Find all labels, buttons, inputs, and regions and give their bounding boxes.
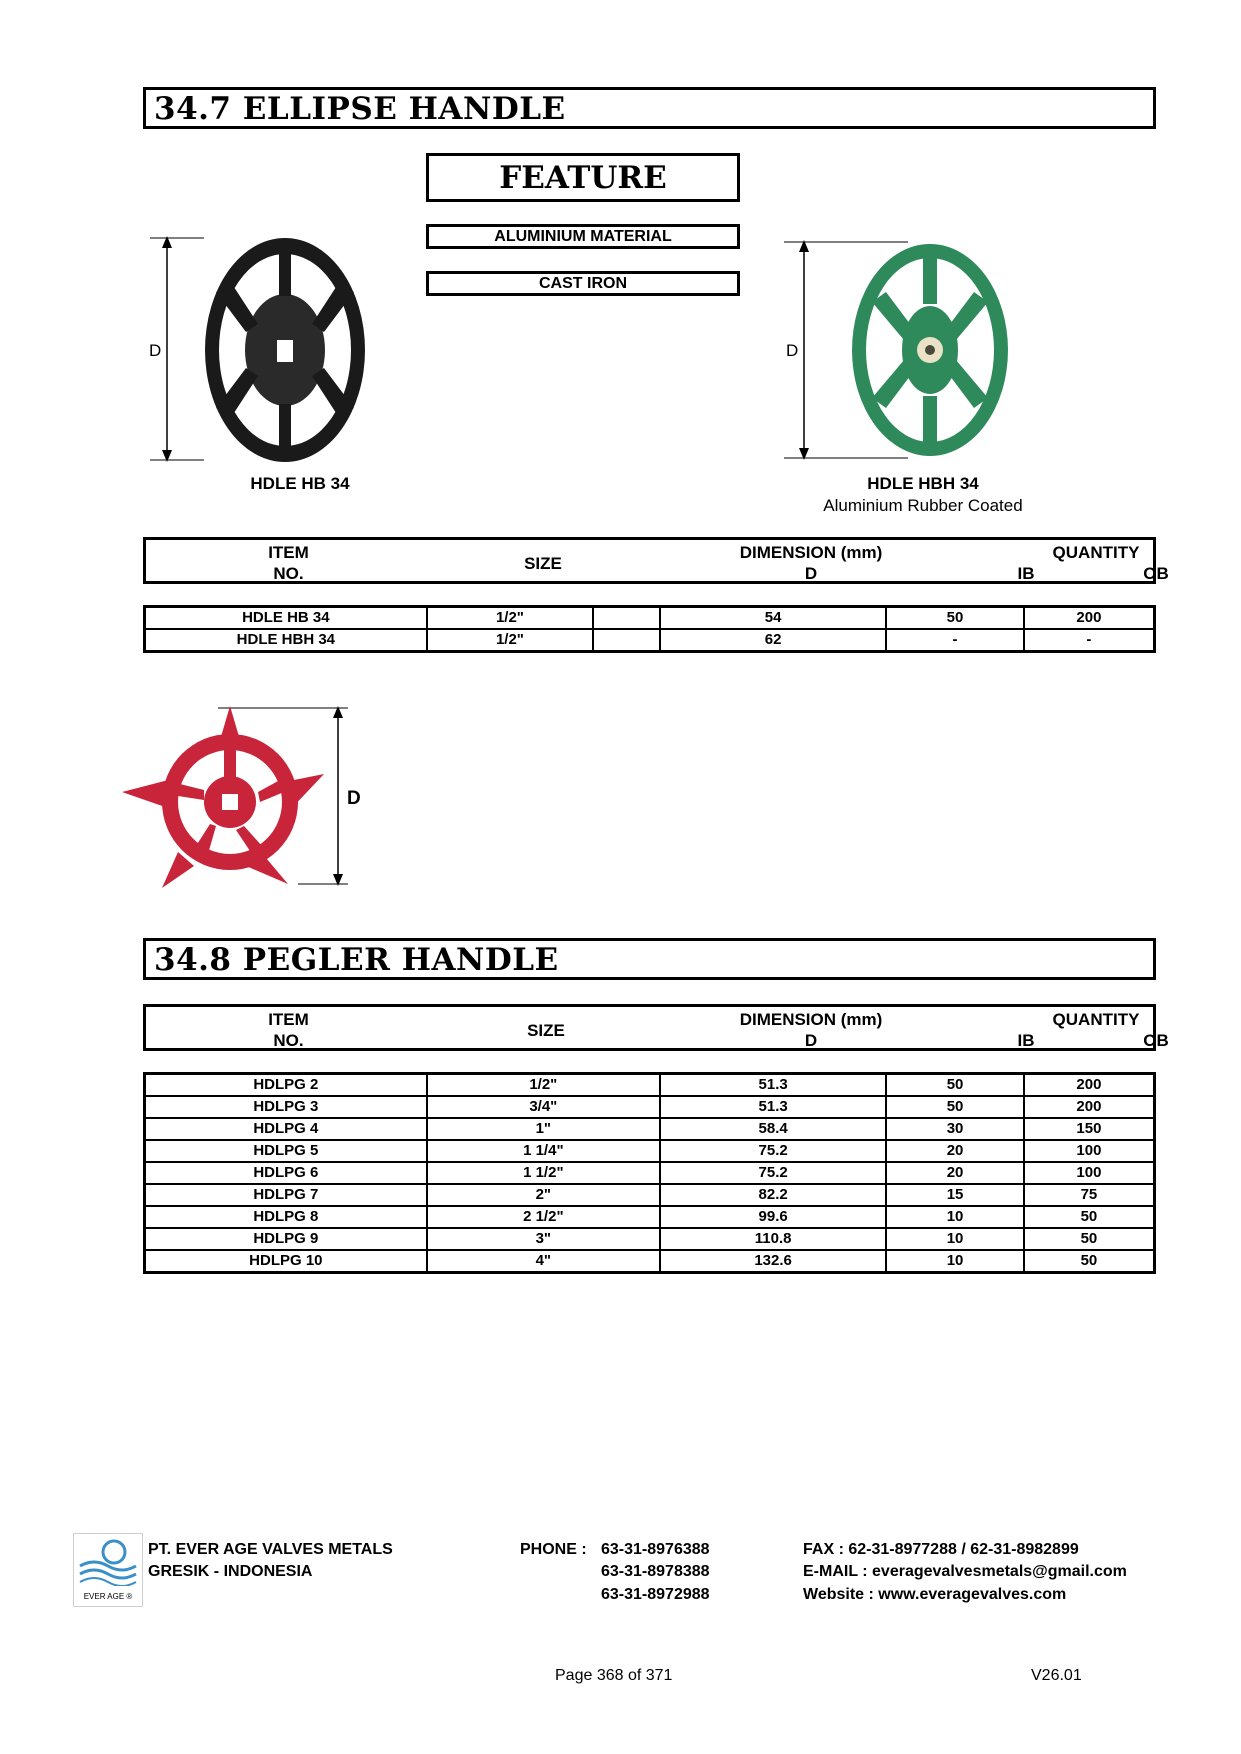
table-row: [145, 1228, 1155, 1250]
left-product-code: HDLE HB 34: [250, 474, 350, 493]
header-quantity: QUANTITY: [1052, 1010, 1140, 1029]
cell-item: HDLPG 7: [145, 1184, 427, 1206]
cell-d: 58.4: [660, 1118, 886, 1140]
company-logo: [73, 1533, 143, 1607]
phone-3: 63-31-8972988: [601, 1586, 710, 1603]
header-no: NO.: [273, 564, 304, 583]
header-ob: OB: [1143, 1031, 1169, 1050]
cell-size: 2": [427, 1184, 660, 1206]
fax: FAX : 62-31-8977288 / 62-31-8982899: [803, 1541, 1079, 1558]
right-product-code: HDLE HBH 34: [867, 474, 979, 493]
cell-d: 51.3: [660, 1074, 886, 1097]
section-title-ellipse: 34.7 ELLIPSE HANDLE: [143, 87, 1156, 129]
ellipse-table-header: [143, 537, 1169, 584]
table-row: [145, 1074, 1155, 1097]
cell-ob: 100: [1024, 1140, 1155, 1162]
cell-empty: [593, 629, 660, 652]
cell-ob: 50: [1024, 1228, 1155, 1250]
header-ib: IB: [1017, 1031, 1035, 1050]
cell-d: 82.2: [660, 1184, 886, 1206]
cell-ib: 50: [886, 1074, 1024, 1097]
cell-ib: 50: [886, 1096, 1024, 1118]
section-title-pegler: 34.8 PEGLER HANDLE: [143, 938, 1156, 980]
table-row: [145, 1162, 1155, 1184]
ellipse-handle-black-image: [140, 232, 380, 467]
cell-ib: 50: [886, 607, 1024, 630]
header-ib: IB: [1017, 564, 1035, 583]
cell-size: 1/2": [427, 1074, 660, 1097]
cell-ib: 15: [886, 1184, 1024, 1206]
company-location: GRESIK - INDONESIA: [148, 1563, 313, 1580]
cell-size: 1 1/2": [427, 1162, 660, 1184]
dim-label-right: D: [786, 341, 799, 360]
cell-item: HDLE HB 34: [145, 607, 427, 630]
cell-d: 110.8: [660, 1228, 886, 1250]
website: Website : www.everagevalves.com: [803, 1586, 1067, 1603]
dim-label-pegler: D: [347, 788, 361, 809]
header-ob: OB: [1143, 564, 1169, 583]
logo-text: EVER AGE ®: [83, 1592, 133, 1601]
cell-empty: [593, 607, 660, 630]
cell-ib: -: [886, 629, 1024, 652]
cell-item: HDLPG 3: [145, 1096, 427, 1118]
cell-ob: 75: [1024, 1184, 1155, 1206]
header-quantity: QUANTITY: [1052, 543, 1140, 562]
table-row: [145, 1140, 1155, 1162]
cell-d: 54: [660, 607, 886, 630]
cell-item: HDLPG 2: [145, 1074, 427, 1097]
cell-ob: 200: [1024, 607, 1155, 630]
cell-item: HDLPG 8: [145, 1206, 427, 1228]
header-size: SIZE: [527, 1021, 565, 1040]
pegler-table: [143, 1072, 1156, 1274]
cell-size: 2 1/2": [427, 1206, 660, 1228]
cell-ob: 200: [1024, 1096, 1155, 1118]
header-size: SIZE: [524, 554, 562, 573]
cell-size: 4": [427, 1250, 660, 1273]
cell-size: 3/4": [427, 1096, 660, 1118]
cell-ib: 10: [886, 1250, 1024, 1273]
cell-d: 132.6: [660, 1250, 886, 1273]
cell-item: HDLE HBH 34: [145, 629, 427, 652]
dim-label-left: D: [149, 341, 162, 360]
header-item: ITEM: [268, 543, 309, 562]
table-row: [145, 607, 1155, 630]
cell-size: 1/2": [427, 629, 594, 652]
cell-d: 62: [660, 629, 886, 652]
cell-ib: 30: [886, 1118, 1024, 1140]
cell-d: 75.2: [660, 1162, 886, 1184]
table-row: [145, 1184, 1155, 1206]
phone-label: PHONE :: [520, 1541, 587, 1558]
cell-size: 3": [427, 1228, 660, 1250]
cell-size: 1 1/4": [427, 1140, 660, 1162]
cell-ob: -: [1024, 629, 1155, 652]
header-dimension: DIMENSION (mm): [739, 543, 883, 562]
cell-item: HDLPG 5: [145, 1140, 427, 1162]
feature-item-aluminium: ALUMINIUM MATERIAL: [426, 224, 740, 249]
table-row: [145, 1096, 1155, 1118]
phone-1: 63-31-8976388: [601, 1541, 710, 1558]
cell-ob: 100: [1024, 1162, 1155, 1184]
pegler-handle-red-image: [118, 704, 378, 890]
cell-ib: 10: [886, 1206, 1024, 1228]
header-dim-d: D: [804, 1031, 818, 1050]
cell-d: 99.6: [660, 1206, 886, 1228]
table-row: [145, 629, 1155, 652]
table-row: [145, 1250, 1155, 1273]
email: E-MAIL : everagevalvesmetals@gmail.com: [803, 1563, 1127, 1580]
version: V26.01: [1031, 1667, 1082, 1684]
cell-size: 1": [427, 1118, 660, 1140]
pegler-table-header: [143, 1004, 1169, 1051]
cell-item: HDLPG 9: [145, 1228, 427, 1250]
cell-ob: 50: [1024, 1206, 1155, 1228]
cell-item: HDLPG 10: [145, 1250, 427, 1273]
cell-ob: 50: [1024, 1250, 1155, 1273]
table-row: [145, 1206, 1155, 1228]
header-item: ITEM: [268, 1010, 309, 1029]
header-dim-d: D: [804, 564, 818, 583]
cell-size: 1/2": [427, 607, 594, 630]
phone-2: 63-31-8978388: [601, 1563, 710, 1580]
ellipse-table: [143, 605, 1156, 653]
wave-logo-icon: [74, 1536, 142, 1586]
cell-ib: 20: [886, 1162, 1024, 1184]
cell-ob: 150: [1024, 1118, 1155, 1140]
cell-item: HDLPG 4: [145, 1118, 427, 1140]
table-row: [145, 1118, 1155, 1140]
cell-d: 51.3: [660, 1096, 886, 1118]
ellipse-handle-green-image: [780, 236, 1020, 464]
header-dimension: DIMENSION (mm): [739, 1010, 883, 1029]
cell-item: HDLPG 6: [145, 1162, 427, 1184]
cell-d: 75.2: [660, 1140, 886, 1162]
header-no: NO.: [273, 1031, 304, 1050]
cell-ib: 10: [886, 1228, 1024, 1250]
feature-heading: FEATURE: [426, 153, 740, 202]
right-product-subtitle: Aluminium Rubber Coated: [823, 496, 1023, 515]
cell-ob: 200: [1024, 1074, 1155, 1097]
page-number: Page 368 of 371: [555, 1667, 673, 1684]
company-name: PT. EVER AGE VALVES METALS: [148, 1541, 393, 1558]
feature-item-cast-iron: CAST IRON: [426, 271, 740, 296]
cell-ib: 20: [886, 1140, 1024, 1162]
